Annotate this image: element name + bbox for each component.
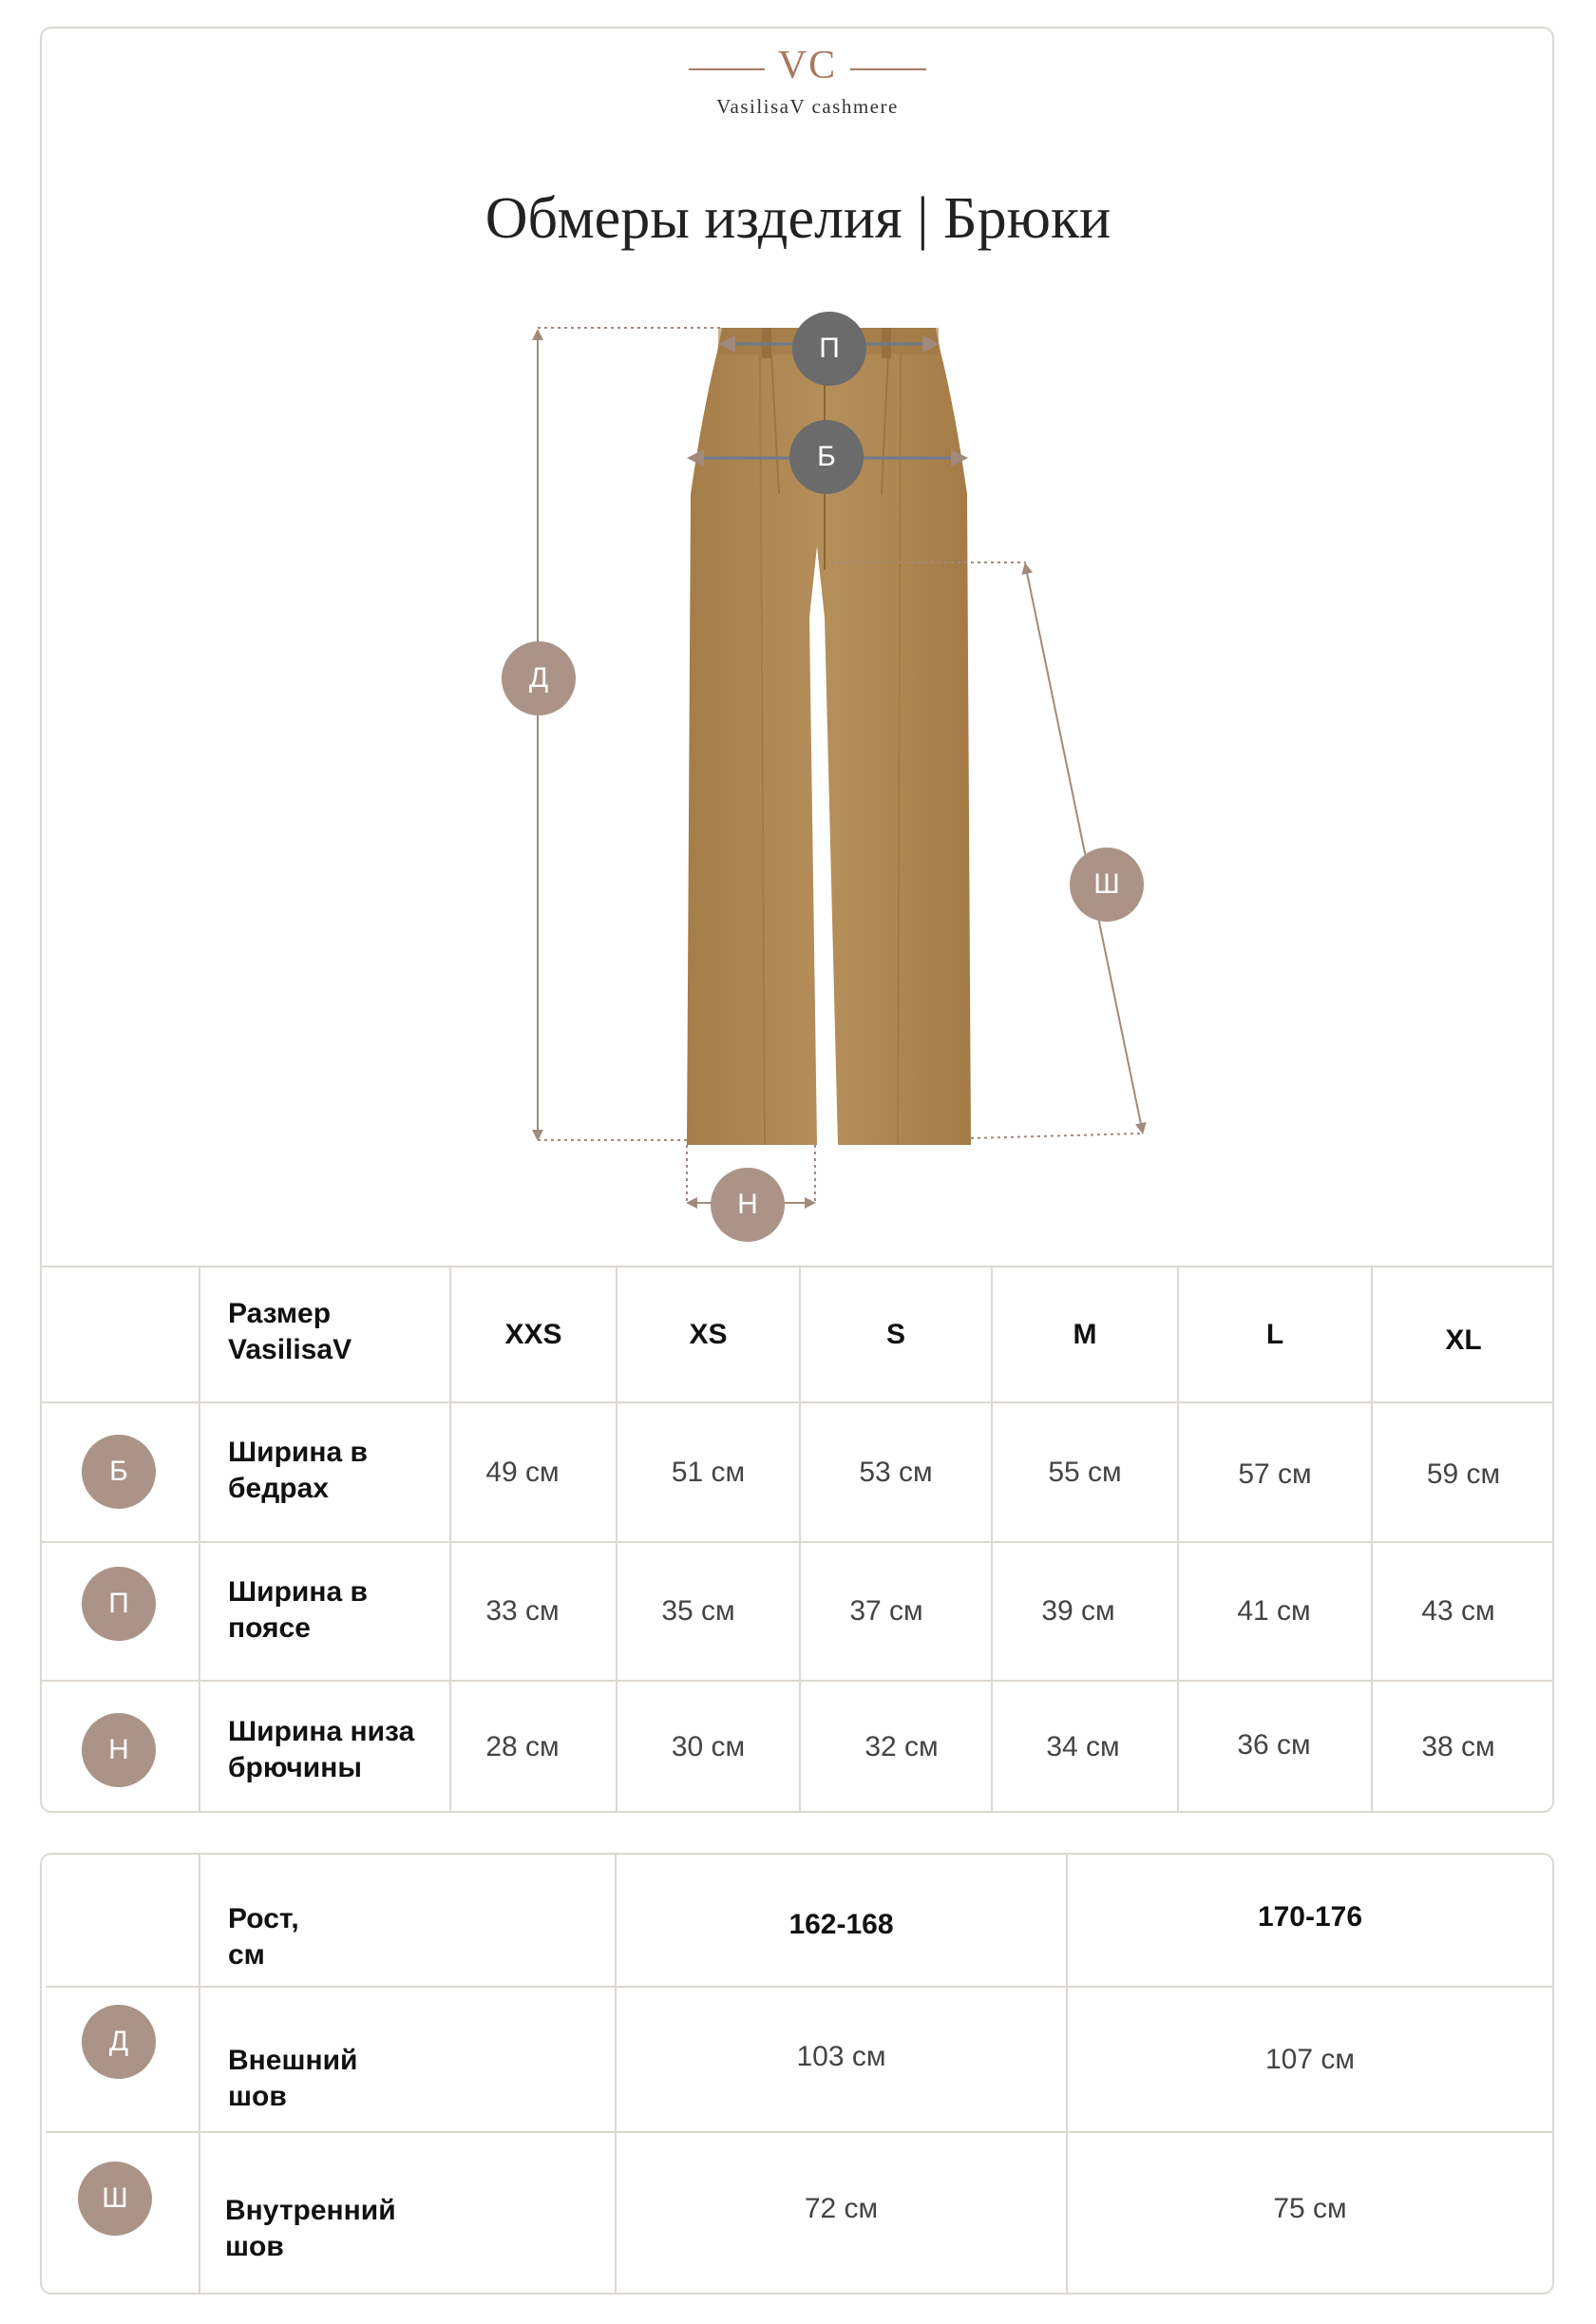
hips-xl: 59 см <box>1426 1457 1501 1490</box>
size-m: M <box>1073 1318 1097 1350</box>
hips-xxs: 49 см <box>485 1456 560 1488</box>
size-l: L <box>1265 1318 1284 1350</box>
size-s: S <box>885 1318 905 1350</box>
hips-xs: 51 см <box>671 1456 746 1488</box>
marker-length: Д <box>502 641 576 715</box>
row-label-inseam: Внутренний шов <box>225 2195 396 2262</box>
brand-name: VasilisaV cashmere <box>716 95 899 118</box>
height-range-1: 162-168 <box>788 1909 894 1940</box>
hem-xs: 30 см <box>671 1731 746 1762</box>
row-label-waist: Ширина в поясе <box>228 1576 368 1644</box>
waist-xl: 43 см <box>1421 1595 1495 1627</box>
size-xs: XS <box>689 1318 728 1350</box>
marker-waist: П <box>792 312 866 386</box>
hem-xxs: 28 см <box>485 1731 560 1762</box>
hips-l: 57 см <box>1238 1457 1312 1490</box>
hem-l: 36 см <box>1237 1729 1311 1761</box>
row-label-hem: Ширина низа брючины <box>228 1716 415 1783</box>
row-marker-waist: П <box>82 1567 156 1641</box>
row-marker-inseam: Ш <box>78 2162 152 2236</box>
outseam-2: 107 см <box>1264 2044 1355 2075</box>
waist-s: 37 см <box>849 1595 923 1627</box>
row-marker-hem: Н <box>82 1713 156 1787</box>
hem-m: 34 см <box>1046 1731 1120 1762</box>
hem-s: 32 см <box>864 1731 939 1762</box>
row-marker-hips: Б <box>82 1435 156 1509</box>
waist-l: 41 см <box>1237 1595 1311 1627</box>
logo-mark: VC <box>777 44 838 87</box>
hips-m: 55 см <box>1048 1456 1122 1488</box>
size-xl: XL <box>1445 1324 1482 1356</box>
waist-xs: 35 см <box>661 1595 735 1627</box>
page-title: Обмеры изделия | Брюки <box>484 186 1112 251</box>
size-xxs: XXS <box>504 1318 562 1350</box>
size-header-label: Размер VasilisaV <box>228 1298 352 1365</box>
inseam-2: 75 см <box>1273 2193 1347 2224</box>
hem-xl: 38 см <box>1421 1731 1495 1762</box>
outseam-1: 103 см <box>796 2041 886 2072</box>
marker-inseam: Ш <box>1070 848 1144 922</box>
hips-s: 53 см <box>859 1456 933 1488</box>
inseam-1: 72 см <box>804 2193 879 2224</box>
height-header-label: Рост, см <box>228 1903 299 1971</box>
height-range-2: 170-176 <box>1257 1901 1363 1933</box>
row-marker-outseam: Д <box>82 2005 156 2079</box>
marker-hem: Н <box>711 1168 785 1242</box>
row-label-outseam: Внешний шов <box>228 2045 358 2112</box>
waist-xxs: 33 см <box>485 1595 560 1627</box>
row-label-hips: Ширина в бедрах <box>228 1437 368 1504</box>
waist-m: 39 см <box>1041 1595 1115 1627</box>
marker-hips: Б <box>789 420 864 494</box>
